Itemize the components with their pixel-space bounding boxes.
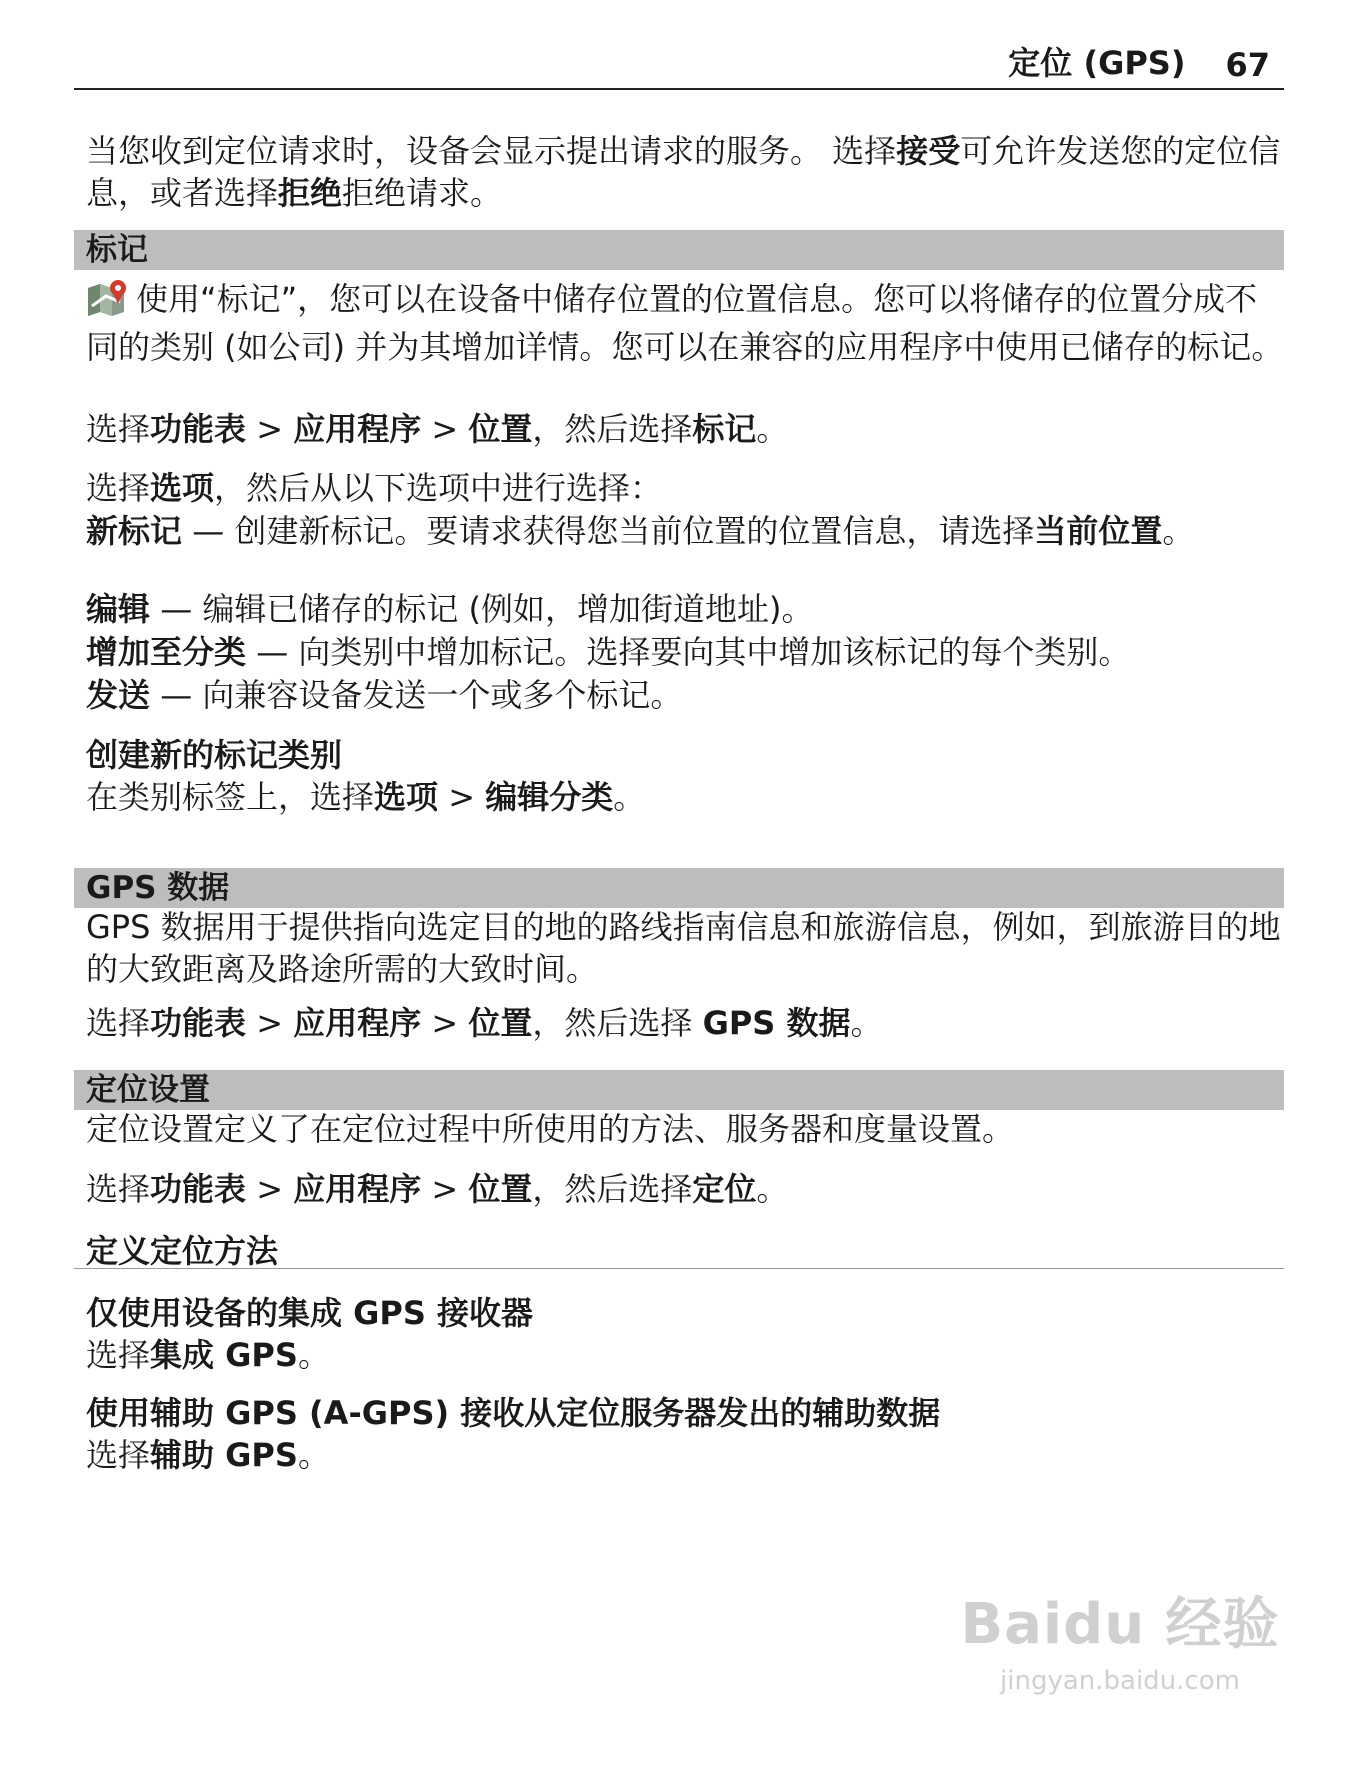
watermark-logo: Baidu 经验 (960, 1592, 1280, 1657)
positioning-description: 定位设置定义了在定位过程中所使用的方法、服务器和度量设置。 (86, 1110, 1015, 1148)
new-category-instruction: 在类别标签上，选择选项 > 编辑分类。 (86, 778, 646, 816)
section-heading-positioning: 定位设置 (74, 1070, 1284, 1110)
baidu-watermark (955, 1580, 1285, 1760)
subheading-define-method: 定义定位方法 (86, 1232, 279, 1270)
subheading-integrated-gps: 仅使用设备的集成 GPS 接收器 (86, 1294, 534, 1332)
option-new-landmark: 新标记 — 创建新标记。要请求获得您当前位置的位置信息，请选择当前位置。 (86, 512, 1195, 550)
page-number: 67 (1225, 46, 1270, 84)
section-heading-landmarks: 标记 (74, 230, 1284, 270)
gps-data-menu-path: 选择功能表 > 应用程序 > 位置，然后选择 GPS 数据。 (86, 1004, 883, 1042)
option-send: 发送 — 向兼容设备发送一个或多个标记。 (86, 676, 683, 714)
landmarks-menu-path: 选择功能表 > 应用程序 > 位置，然后选择标记。 (86, 410, 789, 448)
header-title: 定位 (GPS) (1008, 44, 1186, 82)
landmarks-map-pin-icon (86, 278, 130, 326)
section-heading-gps-data: GPS 数据 (74, 868, 1284, 908)
gps-data-description: GPS 数据用于提供指向选定目的地的路线指南信息和旅游信息，例如，到旅游目的地的大致距离及路途所需的大致时间。 (86, 908, 1281, 988)
subheading-assisted-gps: 使用辅助 GPS (A-GPS) 接收从定位服务器发出的辅助数据 (86, 1394, 941, 1432)
integrated-gps-instruction: 选择集成 GPS。 (86, 1336, 330, 1374)
landmarks-description: 使用“标记”，您可以在设备中储存位置的位置信息。您可以将储存的位置分成不同的类别 (如公司) 并为其增加详情。您可以在兼容的应用程序中使用已储存的标记。 (86, 280, 1284, 366)
option-edit: 编辑 — 编辑已储存的标记 (例如，增加街道地址)。 (86, 590, 814, 628)
positioning-menu-path: 选择功能表 > 应用程序 > 位置，然后选择定位。 (86, 1170, 789, 1208)
reject-option: 拒绝 (278, 174, 343, 212)
watermark-url: jingyan.baidu.com (1000, 1666, 1240, 1696)
section-divider (74, 1268, 1284, 1269)
page-header (74, 44, 1284, 90)
assisted-gps-instruction: 选择辅助 GPS。 (86, 1436, 330, 1474)
subheading-new-category: 创建新的标记类别 (86, 736, 343, 774)
option-add-to-category: 增加至分类 — 向类别中增加标记。选择要向其中增加该标记的每个类别。 (86, 633, 1131, 671)
accept-option: 接受 (896, 132, 961, 170)
intro-paragraph: 当您收到定位请求时，设备会显示提出请求的服务。 选择接受可允许发送您的定位信息，或者选择拒绝拒绝请求。 (86, 132, 1281, 212)
options-intro: 选择选项，然后从以下选项中进行选择： (86, 469, 663, 507)
